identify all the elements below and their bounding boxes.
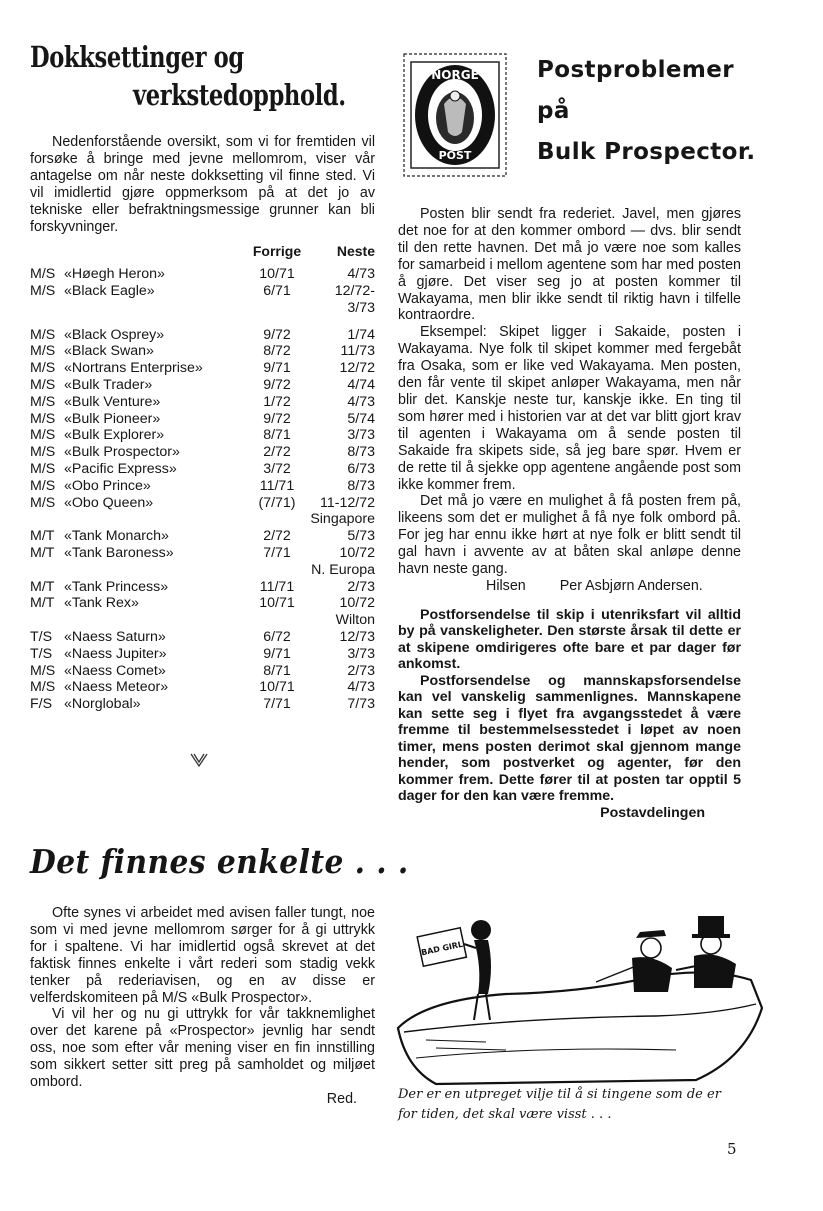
vessel-type [30,612,64,629]
next-docking: 4/73 [347,679,375,696]
svg-text:BAD GIRL: BAD GIRL [420,939,464,958]
dokksetting-body [30,134,375,713]
table-row [30,444,375,461]
table-row [30,394,375,411]
last-docking [249,562,305,579]
vessel-name [64,562,249,579]
table-row [30,478,375,495]
post-greeting: Hilsen [486,577,526,594]
table-row [30,612,375,629]
next-docking: 8/73 [347,444,375,461]
table-row [30,663,375,680]
table-row [30,360,375,377]
bad-girl-sign [417,928,466,966]
vessel-type: F/S [30,696,53,713]
page-number: 5 [727,1140,737,1158]
post-paragraph-1: Posten blir sendt fra rederiet. Javel, men gjøres det noe for at den kommer ombord — dvs. blir sendt til den rette havnen. Det må jo være noe som kalles for samarbeid i mellom agentene som har med posten å gjøre. Det viser seg jo at posten kommer til Wakayama, men blir ikke sendt til riktig havn i tilfelle kontraordre. [398,206,741,324]
cartoon-illustration [396,908,764,1086]
table-row [30,377,375,394]
table-row [30,595,375,612]
last-docking: 9/71 [263,360,291,377]
stamp-top-text: NORGE [431,68,479,82]
vessel-name: «Tank Baroness» [64,544,174,561]
vessel-name: «Bulk Explorer» [64,427,165,444]
vessel-name: «Tank Monarch» [64,528,169,545]
vessel-name: «Bulk Pioneer» [64,410,161,427]
last-docking: 9/72 [263,410,291,427]
post-title-line-2: på [537,98,570,124]
table-row [30,579,375,596]
postavdeling-paragraph-1: Postforsendelse til skip i utenriksfart vil alltid by på vanskeligheter. Den største årsak til dette er at skipene omdirigeres ofte bare et par dager før ankomst. [398,606,741,673]
vessel-type [30,562,64,579]
vessel-name: «Black Swan» [64,343,154,360]
last-docking: 8/71 [263,662,291,679]
title-line-1: Dokksettinger og [30,40,244,74]
vessel-name [64,300,249,317]
vessel-name: «Tank Princess» [64,578,169,595]
next-docking: 12/73 [339,628,375,645]
intro-paragraph: Nedenforstående oversikt, som vi for fremtiden vil forsøke å bringe med jevne mellomrom, viser vår antagelse om når neste dokksetting vil finne sted. Vi vil imidlertid gjøre oppmerksom på at det jo av tekniske eller befraktningsmessige grunner kan bli forskyvninger. [30,134,375,235]
last-docking [249,511,305,528]
cartoon-caption: Der er en utpreget vilje til å si tingene som de er for tiden, det skal være visst . . . [398,1087,721,1122]
last-docking [249,300,305,317]
last-docking: 9/71 [263,645,291,662]
last-docking: 10/71 [259,266,295,283]
last-docking: 6/72 [263,628,291,645]
next-docking: 3/73 [347,645,375,662]
last-docking: (7/71) [258,494,296,511]
det-paragraph-1: Ofte synes vi arbeidet med avisen faller tungt, noe som vi med jevne mellomrom sørger for å gi uttrykk for i spaltene. Vi har imidlertid også skrevet at det faktisk finnes enkelte i vårt rederi som stadig vekk tenker på rederiavisen, og en av disse er velferdskomiteen på M/S «Bulk Prospector». [30,905,375,1006]
vessel-type: M/S [30,444,56,461]
vessel-type [30,300,64,317]
postavdeling-paragraph-2: Postforsendelse og mannskapsforsendelse kan vel vanskelig sammenlignes. Mannskapene kan sette seg i flyet fra avgangsstedet å være fremme til bestemmelsesstedet i løpet av noen timer, mens posten derimot skal gjennom mange hender, som postverket og agenter, før den kommer frem. Dette fører til at posten tar opptil 5 dager for den kan være fremme. [398,672,741,805]
last-docking: 10/71 [259,679,295,696]
last-docking: 11/71 [259,477,295,494]
vessel-name: «Nortrans Enterprise» [64,360,203,377]
vessel-type: M/S [30,410,56,427]
next-docking: 12/72 [339,360,375,377]
vessel-name: «Bulk Venture» [64,393,161,410]
table-row [30,679,375,696]
next-docking: N. Europa [311,561,375,578]
last-docking: 7/71 [263,696,291,713]
table-row [30,629,375,646]
article-title-det-finnes: Det finnes enkelte . . . [30,842,409,881]
next-docking: 10/72 [339,595,375,612]
table-row [30,343,375,360]
vessel-type: M/S [30,266,56,283]
col-header-neste: Neste [336,243,375,260]
last-docking: 9/72 [263,326,291,343]
vessel-type: M/T [30,595,55,612]
last-docking: 1/72 [263,393,291,410]
vessel-type: M/S [30,477,56,494]
vessel-name: «Naess Saturn» [64,628,166,645]
stamp-bottom-text: POST [438,149,472,162]
vessel-type: M/S [30,377,56,394]
vessel-name: «Norglobal» [64,696,141,713]
next-docking: 5/73 [347,528,375,545]
docking-schedule-rows [30,266,375,713]
vessel-name: «Black Osprey» [64,326,165,343]
table-row [30,317,375,344]
last-docking: 2/72 [263,528,291,545]
last-docking: 3/72 [263,461,291,477]
post-title-line-1: Postproblemer [537,57,735,83]
next-docking: 2/73 [347,578,375,595]
last-docking: 11/71 [259,578,295,595]
article-title-dokksetting [30,38,346,114]
article-title-postproblemer [537,50,755,173]
next-docking: 12/72- [334,283,375,300]
vessel-type: M/S [30,326,56,343]
next-docking: 2/73 [347,662,375,679]
next-docking: 4/74 [347,377,375,394]
last-docking [249,612,305,629]
company-logo-icon [190,752,208,773]
next-docking: 11/73 [340,343,375,360]
vessel-name: «Naess Jupiter» [64,645,167,662]
next-docking: Singapore [310,511,375,528]
table-row [30,300,375,317]
docking-schedule-table [30,243,375,713]
vessel-type: M/S [30,662,56,679]
vessel-name [64,612,249,629]
vessel-type: M/T [30,578,55,595]
next-docking: 8/73 [347,477,375,494]
vessel-type: T/S [30,628,53,645]
vessel-name: «Høegh Heron» [64,266,165,283]
vessel-type: M/S [30,360,56,377]
last-docking: 8/72 [263,343,291,360]
vessel-type: M/S [30,393,56,410]
next-docking: 11-12/72 [320,494,375,511]
det-paragraph-2: Vi vil her og nu gi uttrykk for vår takknemlighet over det karene på «Prospector» jevnlig har sendt oss, noe som efter vår mening viser en fin innstilling som sikkert setter sitt preg på samholdet og miljøet ombord. [30,1006,375,1091]
next-docking: 4/73 [347,393,375,410]
next-docking: Wilton [335,612,375,629]
table-row [30,646,375,663]
vessel-type: M/S [30,427,56,444]
next-docking: 3/73 [347,427,375,444]
vessel-name: «Naess Meteor» [64,679,169,696]
vessel-name: «Tank Rex» [64,595,139,612]
vessel-type: M/S [30,679,56,696]
post-signature [398,578,741,595]
vessel-name [64,511,249,528]
next-docking: 7/73 [347,696,375,713]
vessel-name: «Bulk Prospector» [64,444,180,461]
vessel-name: «Naess Comet» [64,662,166,679]
postproblemer-body [398,206,741,821]
table-row [30,266,375,283]
col-header-forrige: Forrige [252,243,302,260]
last-docking: 9/72 [263,377,291,394]
det-signature: Red. [326,1090,357,1107]
vessel-type: M/S [30,283,56,300]
vessel-type: M/T [30,528,55,545]
next-docking: 5/74 [347,410,375,427]
post-author: Per Asbjørn Andersen. [559,577,703,594]
table-row [30,528,375,545]
table-row [30,495,375,512]
table-row [30,461,375,478]
table-row [30,511,375,528]
vessel-type [30,511,64,528]
vessel-name: «Obo Prince» [64,477,151,494]
table-row [30,427,375,444]
next-docking: 10/72 [339,544,375,561]
last-docking: 8/71 [263,427,291,444]
next-docking: 6/73 [347,461,375,477]
table-row [30,411,375,428]
vessel-type: M/S [30,494,56,511]
vessel-name: «Obo Queen» [64,494,154,511]
post-title-line-3: Bulk Prospector. [537,139,756,165]
next-docking: 1/74 [347,326,375,343]
next-docking: 3/73 [347,299,375,316]
next-docking: 4/73 [347,266,375,283]
vessel-type: M/S [30,343,56,360]
table-row [30,696,375,713]
last-docking: 7/71 [263,544,291,561]
norge-post-stamp-icon [400,50,510,180]
post-paragraph-2: Eksempel: Skipet ligger i Sakaide, posten i Wakayama. Nye folk til skipet kommer med fergebåt fra Osaka, som er like ved Wakayama. Men posten, den får vente til skipet anløper Wakayama, men når blir det. Kanskje neste tur, kanskje ikke. En ting til som hører med i historien var at det var blitt gjort krav til agenten i Wakayama om å sende posten til Sakaide fra skipets side, så jeg bare spør. Hvem er de rette til å sjekke opp agentene angående post som ikke kommer frem. [398,324,741,493]
vessel-type: M/S [30,461,56,477]
table-row [30,545,375,562]
table-row [30,562,375,579]
det-finnes-body [30,905,375,1108]
vessel-type: M/T [30,544,55,561]
table-row [30,283,375,300]
last-docking: 10/71 [259,595,295,612]
last-docking: 6/71 [263,283,291,300]
dokksetting-article [30,38,375,114]
vessel-name: «Black Eagle» [64,283,155,300]
vessel-name: «Pacific Express» [64,461,177,477]
title-line-2: verkstedopphold. [132,78,346,112]
vessel-type: T/S [30,645,53,662]
last-docking: 2/72 [263,444,291,461]
post-paragraph-3: Det må jo være en mulighet å få posten frem på, likeens som det er mulighet å få nye folk ombord på. For jeg har ennu ikke hørt at nye folk er blitt sendt til gal havn i avvente av at båten skal anløpe denne havn neste gang. [398,493,741,578]
vessel-name: «Bulk Trader» [64,377,153,394]
postavdeling-signature: Postavdelingen [600,804,705,821]
